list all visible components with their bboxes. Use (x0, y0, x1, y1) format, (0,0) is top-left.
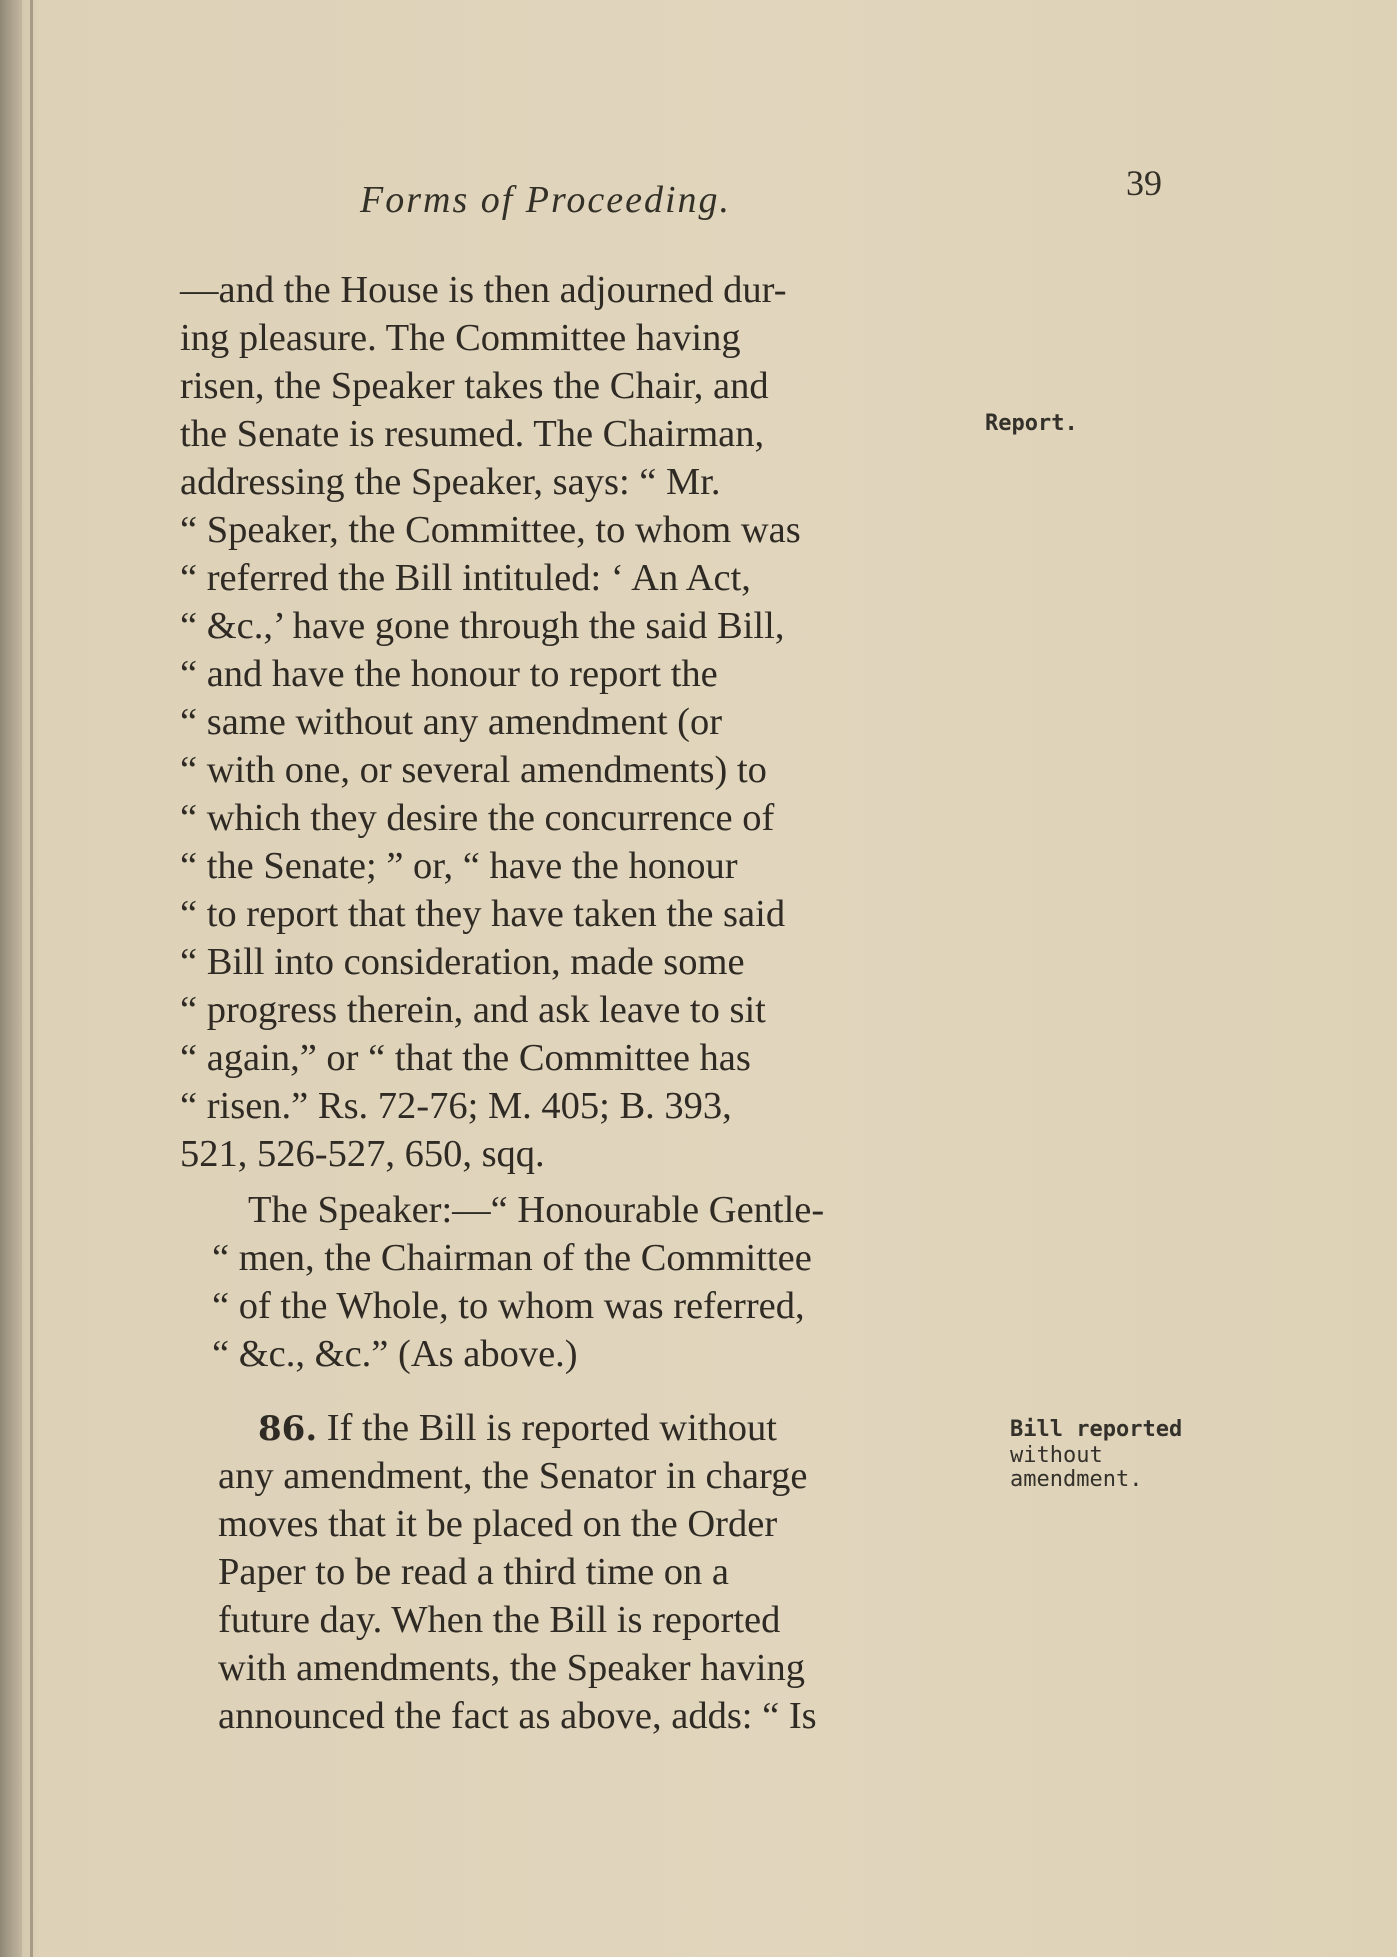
section-line: with amendments, the Speaker having (218, 1647, 805, 1689)
section-86-text: If the Bill is reported without (326, 1407, 777, 1449)
section-number: 86. (258, 1409, 318, 1449)
body-line: “ risen.” Rs. 72-76; M. 405; B. 393, (180, 1085, 732, 1127)
body-line: addressing the Speaker, says: “ Mr. (180, 461, 721, 503)
margin-note-bill-reported-3: amendment. (1010, 1467, 1143, 1492)
margin-note-bill-reported-1: Bill reported (1010, 1417, 1183, 1442)
body-line: “ &c.,’ have gone through the said Bill, (180, 605, 785, 647)
body-line: “ to report that they have taken the said (180, 893, 786, 935)
body-line: risen, the Speaker takes the Chair, and (180, 365, 769, 407)
spine-line (30, 0, 33, 1957)
body-line: “ with one, or several amendments) to (180, 749, 767, 791)
body-line: 521, 526-527, 650, sqq. (180, 1133, 545, 1175)
section-line: future day. When the Bill is reported (218, 1599, 781, 1641)
body-line: “ progress therein, and ask leave to sit (180, 989, 766, 1031)
section-line: moves that it be placed on the Order (218, 1503, 778, 1545)
body-line: ing pleasure. The Committee having (180, 317, 741, 359)
body-line: “ &c., &c.” (As above.) (212, 1333, 578, 1375)
section-line: any amendment, the Senator in charge (218, 1455, 808, 1497)
body-line: “ of the Whole, to whom was referred, (212, 1285, 805, 1327)
page-number: 39 (1126, 163, 1162, 203)
body-line: —and the House is then adjourned dur- (180, 269, 787, 311)
body-line: the Senate is resumed. The Chairman, (180, 413, 765, 455)
body-line: “ the Senate; ” or, “ have the honour (180, 845, 738, 887)
body-line: “ same without any amendment (or (180, 701, 723, 743)
page-gutter (0, 0, 22, 1957)
body-line: “ men, the Chairman of the Committee (212, 1237, 812, 1279)
body-line: “ Bill into consideration, made some (180, 941, 745, 983)
margin-note-report: Report. (985, 411, 1078, 436)
body-line: “ referred the Bill intituled: ‘ An Act, (180, 557, 751, 599)
body-line: “ which they desire the concurrence of (180, 797, 775, 839)
body-line: The Speaker:—“ Honourable Gentle- (248, 1189, 825, 1231)
margin-note-bill-reported-2: without (1010, 1443, 1103, 1468)
section-line: announced the fact as above, adds: “ Is (218, 1695, 817, 1737)
running-head: Forms of Proceeding. (360, 179, 732, 221)
section-86-first-line (258, 1404, 777, 1453)
section-line: Paper to be read a third time on a (218, 1551, 730, 1593)
body-line: “ and have the honour to report the (180, 653, 718, 695)
body-line: “ Speaker, the Committee, to whom was (180, 509, 801, 551)
body-line: “ again,” or “ that the Committee has (180, 1037, 751, 1079)
